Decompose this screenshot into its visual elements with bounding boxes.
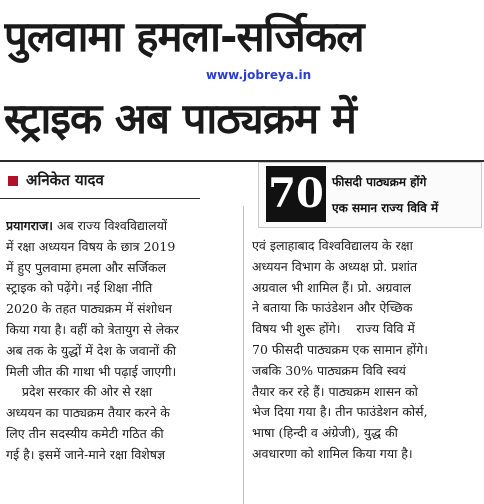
headline-line-2: स्ट्राइक अब पाठ्यक्रम में <box>4 94 356 143</box>
callout-number: 70 <box>266 166 326 222</box>
article-line: में हुए पुलवामा हमला और सर्जिकल <box>6 259 167 275</box>
article-line: भेज दिया गया है। तीन फाउंडेशन कोर्स, <box>252 404 428 420</box>
article-column-right <box>252 236 484 502</box>
byline-author: अनिकेत यादव <box>26 171 104 189</box>
article-line: तैयार कर रहे हैं। पाठ्यक्रम शासन को <box>252 383 418 399</box>
article-text: अब राज्य विश्वविद्यालयों <box>53 218 168 233</box>
article-line: अध्ययन का पाठ्यक्रम तैयार करने के <box>6 405 170 421</box>
article-line: एवं इलाहाबाद विश्वविद्यालय के रक्षा <box>252 238 413 253</box>
byline-rule <box>0 198 200 199</box>
article-line: में रक्षा अध्ययन विषय के छात्र 2019 <box>6 238 176 254</box>
article-line <box>6 216 238 237</box>
article-line: विषय भी शुरू होंगे। राज्य विवि में <box>252 321 415 337</box>
callout-text-line-2: एक समान राज्य विवि में <box>332 201 439 215</box>
article-line: भाषा (हिन्दी व अंग्रेजी), युद्ध की <box>252 425 398 441</box>
callout-text-line-1: फीसदी पाठ्यक्रम होंगे <box>332 175 427 189</box>
article-line: अवधारणा को शामिल किया गया है। <box>252 445 413 461</box>
article-line: स्ट्राइक को पढ़ेंगे। नई शिक्षा नीति <box>6 280 153 296</box>
headline-line-1: पुलवामा हमला-सर्जिकल <box>4 12 364 61</box>
dateline: प्रयागराज। <box>6 218 54 233</box>
column-separator <box>243 206 244 504</box>
article-line: 2020 के तहत पाठ्यक्रम में संशोधन <box>6 301 172 317</box>
article-column-left <box>6 216 238 502</box>
byline-marker-icon <box>8 176 18 186</box>
article-line: 70 फीसदी पाठ्यक्रम एक सामान होंगे। <box>252 341 428 357</box>
article-line: लिए तीन सदस्यीय कमेटी गठित की <box>6 425 164 441</box>
article-line: जबकि 30% पाठ्यक्रम विवि स्वयं <box>252 362 406 378</box>
article-line: प्रदेश सरकार की ओर से रक्षा <box>6 384 153 400</box>
article-line: अग्रवाल भी शामिल हैं। प्रो. अग्रवाल <box>252 279 412 295</box>
article-line: ने बताया कि फाउंडेशन और ऐच्छिक <box>252 300 413 316</box>
article-line: किया गया है। वहीं को त्रेतायुग से लेकर <box>6 321 179 337</box>
article-line: मिली जीत की गाथा भी पढ़ाई जाएगी। <box>6 363 177 379</box>
article-line: गई है। इसमें जाने-माने रक्षा विशेषज्ञ <box>6 446 166 462</box>
watermark-url: www.jobreya.in <box>206 68 312 82</box>
article-line: अब तक के युद्धों में देश के जवानों की <box>6 342 176 358</box>
article-line: अध्ययन विभाग के अध्यक्ष प्रो. प्रशांत <box>252 258 418 274</box>
